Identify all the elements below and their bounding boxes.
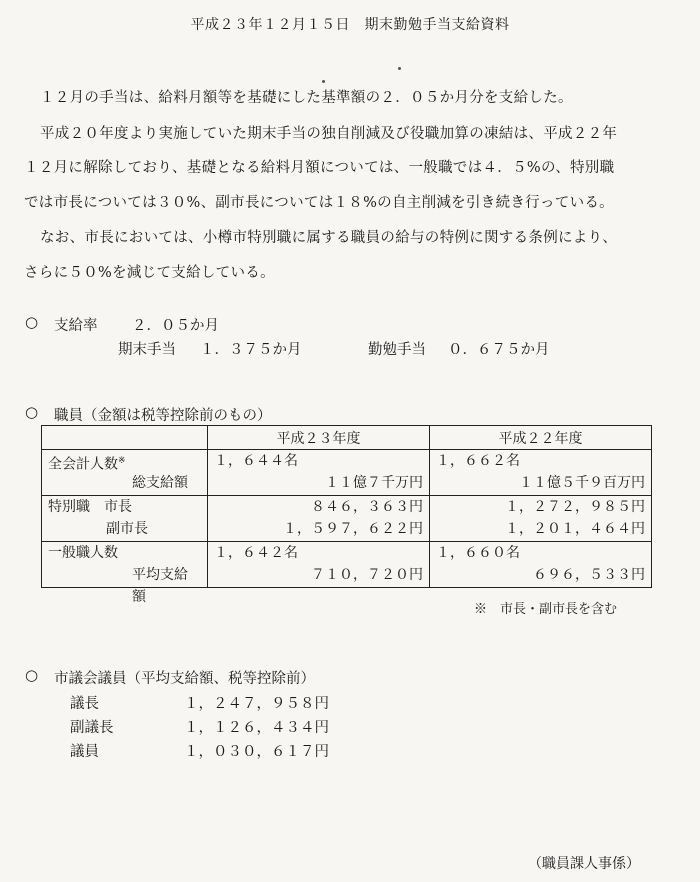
kimatsu-label: 期末手当 — [118, 342, 176, 358]
mayor-fy23: ８４６，３６３円 — [311, 499, 423, 515]
paragraph-1: １２月の手当は、給料月額等を基礎にした基準額の２．０５か月分を支給した。 — [40, 90, 573, 106]
row-label-total — [42, 450, 208, 496]
council-label-vice-chair: 副議長 — [70, 720, 114, 736]
table-header-blank — [42, 426, 208, 450]
cell-special-fy22 — [430, 496, 652, 542]
special-label: 特別職 — [48, 499, 90, 515]
council-label-chair: 議長 — [70, 696, 99, 712]
paragraph-2-line-2: １２月に解除しており、基礎となる給料月額については、一般職では４．５%の、特別職 — [24, 160, 615, 176]
total-headcount-label: 全会計人数 — [48, 456, 118, 473]
staff-heading: 職員（金額は税等控除前のもの） — [54, 408, 272, 424]
total-pay-label: 総支給額 — [132, 475, 188, 491]
circle-bullet-icon: ○ — [25, 403, 39, 421]
vice-mayor-label: 副市長 — [106, 521, 148, 537]
mayor-fy22: １，２７２，９８５円 — [505, 499, 645, 515]
cell-general-fy23 — [208, 542, 430, 588]
avg-pay-fy22: ６９６，５３３円 — [533, 567, 645, 583]
rate-label: 支給率 — [54, 318, 98, 334]
vice-mayor-fy23: １，５９７，６２２円 — [283, 521, 423, 537]
staff-pay-table — [41, 425, 652, 605]
council-heading: 市議会議員（平均支給額、税等控除前） — [54, 671, 315, 687]
total-pay-fy23: １１億７千万円 — [325, 475, 423, 491]
cell-total-fy23 — [208, 450, 430, 496]
table-footnote: ※ 市長・副市長を含む — [474, 602, 618, 617]
paragraph-3-line-1: なお、市長においては、小樽市特別職に属する職員の給与の特例に関する条例により、 — [40, 230, 618, 246]
scan-speck — [322, 80, 325, 83]
vice-mayor-fy22: １，２０１，４６４円 — [505, 521, 645, 537]
general-headcount-fy23: １，６４２名 — [214, 545, 298, 561]
table-header-fy23: 平成２３年度 — [208, 426, 430, 450]
avg-pay-label: 平均支給額 — [132, 567, 188, 605]
row-label-special — [42, 496, 208, 542]
circle-bullet-icon: ○ — [25, 313, 39, 331]
kimatsu-value: １．３７５か月 — [200, 342, 302, 358]
council-value-member: １，０３０，６１７円 — [184, 744, 329, 760]
cell-special-fy23 — [208, 496, 430, 542]
kinben-value: ０．６７５か月 — [448, 342, 550, 358]
table-header-row — [42, 426, 652, 450]
scan-speck — [398, 67, 401, 70]
note-mark: ※ — [118, 456, 126, 466]
table-row — [42, 450, 652, 496]
general-headcount-label: 一般職人数 — [48, 545, 118, 561]
kinben-label: 勤勉手当 — [368, 342, 426, 358]
council-value-chair: １，２４７，９５８円 — [184, 696, 329, 712]
row-label-general — [42, 542, 208, 605]
table-header-fy22: 平成２２年度 — [430, 426, 652, 450]
footer-department: （職員課人事係） — [528, 856, 640, 872]
rate-value: ２．０５か月 — [132, 318, 219, 334]
avg-pay-fy23: ７１０，７２０円 — [311, 567, 423, 583]
table-row — [42, 542, 652, 588]
total-headcount-fy23: １，６４４名 — [214, 453, 298, 469]
council-label-member: 議員 — [70, 744, 99, 760]
cell-total-fy22 — [430, 450, 652, 496]
table-row — [42, 496, 652, 542]
mayor-label: 市長 — [104, 499, 132, 515]
document-title: 平成２３年１２月１５日 期末勤勉手当支給資料 — [190, 17, 510, 33]
total-headcount-fy22: １，６６２名 — [436, 453, 520, 469]
circle-bullet-icon: ○ — [25, 666, 39, 684]
cell-general-fy22 — [430, 542, 652, 588]
general-headcount-fy22: １，６６０名 — [436, 545, 520, 561]
paragraph-2-line-3: では市長については３０%、副市長については１８%の自主削減を引き続き行っている。 — [24, 195, 614, 211]
council-value-vice-chair: １，１２６，４３４円 — [184, 720, 329, 736]
total-pay-fy22: １１億５千９百万円 — [519, 475, 645, 491]
paragraph-3-line-2: さらに５０%を減じて支給している。 — [24, 265, 275, 281]
paragraph-2-line-1: 平成２０年度より実施していた期末手当の独自削減及び役職加算の凍結は、平成２２年 — [40, 126, 618, 142]
